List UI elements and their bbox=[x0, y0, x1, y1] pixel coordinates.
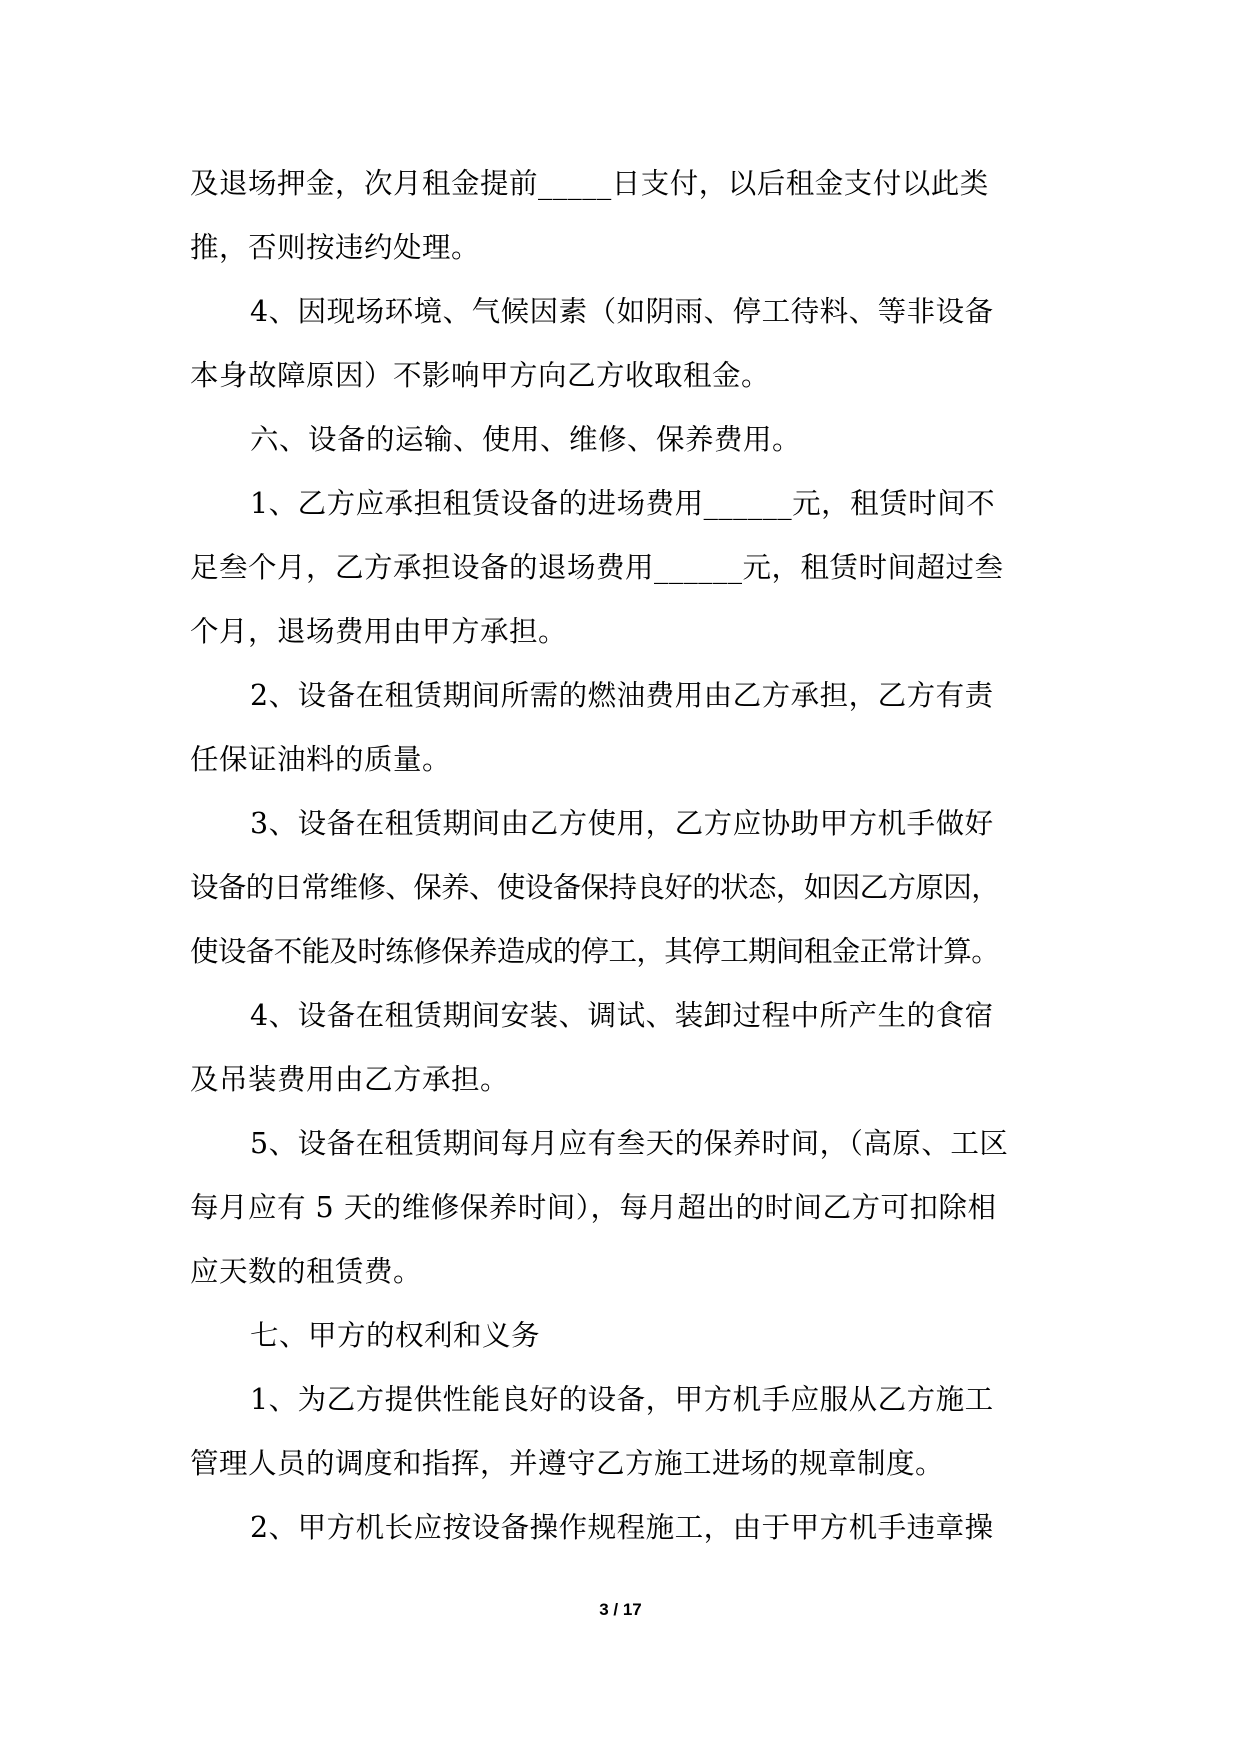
text-line: 任保证油料的质量。 bbox=[190, 743, 452, 776]
text-line: 每月应有 5 天的维修保养时间），每月超出的时间乙方可扣除相 bbox=[190, 1191, 997, 1224]
section-heading: 七、甲方的权利和义务 bbox=[250, 1319, 541, 1352]
text-line: 管理人员的调度和指挥，并遵守乙方施工进场的规章制度。 bbox=[190, 1447, 945, 1480]
text-line: 应天数的租赁费。 bbox=[190, 1255, 423, 1288]
text-line: 足叁个月，乙方承担设备的退场费用______元，租赁时间超过叁 bbox=[190, 551, 1004, 584]
document-body bbox=[190, 152, 1058, 1560]
text-line: 及吊装费用由乙方承担。 bbox=[190, 1063, 510, 1096]
text-line: 设备的日常维修、保养、使设备保持良好的状态，如因乙方原因， bbox=[190, 871, 1000, 904]
text-line: 3、设备在租赁期间由乙方使用，乙方应协助甲方机手做好 bbox=[250, 807, 994, 840]
text-line: 2、甲方机长应按设备操作规程施工，由于甲方机手违章操 bbox=[250, 1511, 994, 1544]
text-line: 使设备不能及时练修保养造成的停工，其停工期间租金正常计算。 bbox=[190, 935, 1000, 968]
text-line: 4、因现场环境、气候因素（如阴雨、停工待料、等非设备 bbox=[250, 295, 994, 328]
text-line: 本身故障原因）不影响甲方向乙方收取租金。 bbox=[190, 359, 771, 392]
text-line: 推，否则按违约处理。 bbox=[190, 231, 481, 264]
text-line: 5、设备在租赁期间每月应有叁天的保养时间，（高原、工区 bbox=[250, 1127, 1009, 1160]
page-number: 3 / 17 bbox=[599, 1600, 642, 1619]
text-line: 个月，退场费用由甲方承担。 bbox=[190, 615, 568, 648]
text-line: 4、设备在租赁期间安装、调试、装卸过程中所产生的食宿 bbox=[250, 999, 994, 1032]
text-line: 及退场押金，次月租金提前_____日支付，以后租金支付以此类 bbox=[190, 167, 989, 200]
section-heading: 六、设备的运输、使用、维修、保养费用。 bbox=[250, 423, 802, 456]
text-line: 1、为乙方提供性能良好的设备，甲方机手应服从乙方施工 bbox=[250, 1383, 994, 1416]
text-line: 1、乙方应承担租赁设备的进场费用______元，租赁时间不 bbox=[250, 487, 996, 520]
text-line: 2、设备在租赁期间所需的燃油费用由乙方承担，乙方有责 bbox=[250, 679, 994, 712]
